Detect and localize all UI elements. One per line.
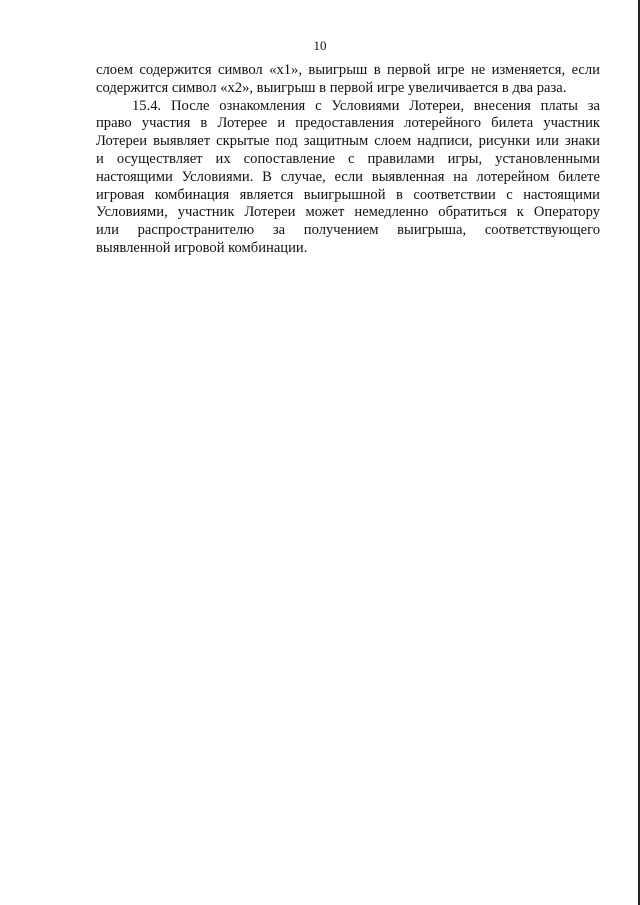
paragraph-15-4 [96, 98, 600, 258]
text-line: игровая комбинация является выигрышной в соответствии с настоящими [96, 186, 600, 203]
text-line: или распространителю за получением выигрыша, соответствующего [96, 222, 600, 239]
document-body [96, 62, 600, 258]
text-line: 15.4. После ознакомления с Условиями Лотереи, внесения платы за [132, 97, 600, 114]
paragraph-continuation [96, 62, 600, 98]
page-number: 10 [313, 38, 327, 53]
text-line: содержится символ «х2», выигрыш в первой игре увеличивается в два раза. [96, 79, 567, 96]
text-line: настоящими Условиями. В случае, если выявленная на лотерейном билете [96, 168, 600, 185]
text-line: и осуществляет их сопоставление с правилами игры, установленными [96, 150, 600, 167]
text-line: Лотереи выявляет скрытые под защитным слоем надписи, рисунки или знаки [96, 133, 600, 150]
text-line: Условиями, участник Лотереи может немедленно обратиться к Оператору [96, 204, 600, 221]
text-line: выявленной игровой комбинации. [96, 239, 308, 256]
text-line: право участия в Лотерее и предоставления лотерейного билета участник [96, 115, 600, 132]
text-line: слоем содержится символ «х1», выигрыш в первой игре не изменяется, если [96, 62, 600, 78]
